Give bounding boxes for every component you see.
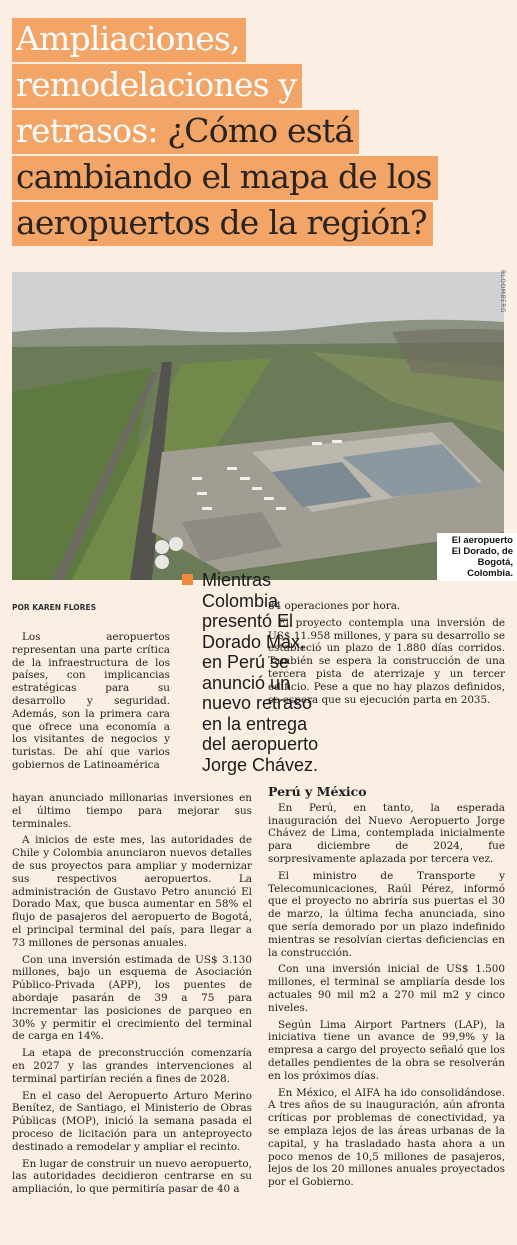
paragraph: hayan anunciado millonarias inversiones en el último tiempo para mejorar sus terminales. [12,792,252,830]
headline-line-3 [12,110,359,154]
headline-line-3a: retrasos: [16,111,158,150]
paragraph: El ministro de Transporte y Telecomunicaciones, Raúl Pérez, informó que el proyecto no abriría sus puertas el 30 de marzo, la última fecha anunciada, sino que sería demorado por un plazo indefinido mientras se resolvían ciertas deficiencias en la construcción. [268,869,505,959]
section-subhead: Perú y México [268,784,367,799]
article-column-right-top [268,600,505,710]
paragraph: Según Lima Airport Partners (LAP), la iniciativa tiene un avance de 99,9% y la empresa a cargo del proyecto señaló que los detalles pendientes de la obra se resolverán en los próximos días. [268,1018,505,1082]
headline-line-5: aeropuertos de la región? [12,202,433,246]
headline-line-3b: ¿Cómo está [167,111,354,150]
paragraph: 84 operaciones por hora. [268,600,401,612]
paragraph: En lugar de construir un nuevo aeropuerto, las autoridades decidieron centrarse en su ampliación, lo que permitiría pasar de 40 a [12,1157,252,1196]
paragraph: El proyecto contempla una inversión de US$ 11.958 millones, y para su desarrollo se estableció un plazo de 1.880 días corridos. También se espera la construcción de una tercera pista de aterrizaje y un tercer edificio. Pese a que no hay plazos definidos, se espera que su ejecución parta en 2035. [268,616,505,706]
paragraph: Con una inversión estimada de US$ 3.130 millones, bajo un esquema de Asociación Público-Privada (APP), los puentes de abordaje pasarán de 39 a 75 para incrementar las posiciones de parqueo en 30% y permitir el crecimiento del terminal de carga en 14%. [12,953,252,1043]
photo-credit: BLOOMBERG [499,270,506,314]
paragraph: En el caso del Aeropuerto Arturo Merino Benítez, de Santiago, el Ministerio de Obras Públicas (MOP), inició la semana pasada el proceso de licitación para un anteproyecto destinado a remodelar y ampliar el recinto. [12,1089,252,1153]
headline-line-1: Ampliaciones, [12,18,246,62]
pull-quote-text: Mientras Colombia presentó El Dorado Max, en Perú se anunció un nuevo retraso en la entrega del aeropuerto Jorge Chávez. [202,570,319,775]
article-column-right [268,784,505,1193]
byline: POR KAREN FLORES [12,603,96,612]
paragraph: A inicios de este mes, las autoridades de Chile y Colombia anunciaron nuevos detalles de sus proyectos para ampliar y modernizar sus respectivos aeropuertos. La administración de Gustavo Petro anunció El Dorado Max, que busca aumentar en 58% el flujo de pasajeros del aeropuerto de Bogotá, el principal terminal del país, para llegar a 73 millones de personas anuales. [12,834,252,949]
paragraph: La etapa de preconstrucción comenzaría en 2027 y las grandes intervenciones al terminal partirían recién a fines de 2028. [12,1047,252,1085]
paragraph: Los aeropuertos representan una parte crítica de la infraestructura de los países, con implicancias estratégicas para su desarrollo y seguridad. Además, son la primera cara que ofrece una economía a los visitantes de negocios y turistas. De ahí que varios gobiernos de Latinoamérica [12,631,170,771]
paragraph: Con una inversión inicial de US$ 1.500 millones, el terminal se ampliaría desde los actuales 90 mil m2 a 270 mil m2 y cinco niveles. [268,963,505,1014]
pull-quote-square-icon [182,574,193,585]
airport-illustration [12,272,504,580]
headline-line-2: remodelaciones y [12,64,302,108]
article-column-left-top [12,631,170,776]
paragraph: En Perú, en tanto, la esperada inauguración del Nuevo Aeropuerto Jorge Chávez de Lima, contemplada inicialmente para diciembre de 2024, fue sorpresivamente aplazada por tercera vez. [268,801,505,865]
headline [12,18,512,248]
paragraph: En México, el AIFA ha ido consolidándose. A tres años de su inauguración, aún afronta críticas por problemas de conectividad, ya se emplaza lejos de las áreas urbanas de la capital, y ha trasladado hasta ahora a un poco menos de 10,5 millones de pasajeros, lejos de los 20 millones anuales proyectados por el Gobierno. [268,1086,505,1189]
airport-aerial-photo [12,272,504,580]
photo-caption: El aeropuerto El Dorado, de Bogotá, Colombia. [437,533,517,581]
article-column-left [12,792,252,1200]
headline-line-4: cambiando el mapa de los [12,156,438,200]
